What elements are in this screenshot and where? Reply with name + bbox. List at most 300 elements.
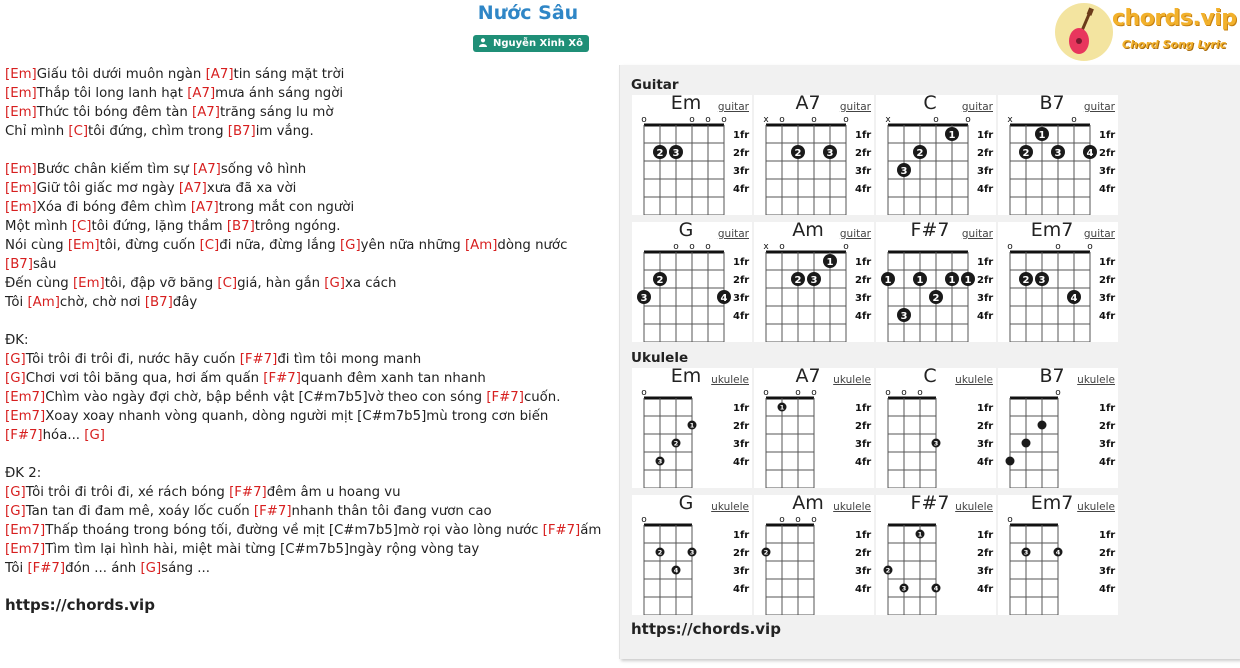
finger-number: 2 (763, 548, 769, 557)
lyric-line (5, 160, 610, 179)
ukulele-chord-card-em[interactable] (632, 365, 752, 488)
chord-name: B7 (1039, 92, 1065, 114)
open-string-mark: o (705, 242, 711, 252)
open-string-mark: o (1071, 115, 1077, 125)
chord-link[interactable]: [F#7] (486, 390, 524, 405)
fret-label: 2fr (1099, 275, 1116, 286)
author-name: Nguyễn Xinh Xô (493, 38, 583, 49)
chord-link[interactable]: [C] (199, 238, 220, 253)
instrument-link[interactable]: guitar (839, 101, 871, 113)
instrument-link[interactable]: guitar (717, 101, 749, 113)
lyric-text: Thấp thoáng trong bóng tối, đường về mịt [C#m7b5]mờ rọi vào lòng nước (45, 523, 543, 538)
fret-label: 4fr (977, 457, 994, 468)
lyric-text: Chìm vào ngày đợi chờ, bập bềnh vật [C#m7b5]vờ theo con sóng (45, 390, 487, 405)
lyric-text: trông ngóng. (254, 219, 341, 234)
open-string-mark: o (811, 115, 817, 125)
chord-name: G (678, 219, 694, 241)
finger-number: 1 (779, 403, 785, 412)
chord-diagram (754, 95, 874, 215)
finger-number: 4 (933, 584, 939, 593)
open-string-mark: o (901, 388, 907, 398)
chord-diagram (632, 495, 752, 615)
instrument-link[interactable]: guitar (1083, 101, 1115, 113)
ukulele-section-title: Ukulele (631, 350, 689, 366)
instrument-link[interactable]: guitar (961, 101, 993, 113)
instrument-link[interactable]: guitar (961, 228, 993, 240)
finger-number: 3 (900, 166, 908, 177)
open-string-mark: o (689, 242, 695, 252)
chord-diagram (754, 368, 874, 488)
chord-name: Am (792, 219, 824, 241)
site-logo[interactable] (1054, 3, 1236, 61)
fret-label: 4fr (977, 584, 994, 595)
chord-link[interactable]: [A7] (205, 67, 234, 82)
fret-label: 4fr (855, 457, 872, 468)
chord-link[interactable]: [Am] (27, 295, 60, 310)
chord-link[interactable]: [A7] (187, 86, 216, 101)
lyric-line (5, 198, 610, 217)
guitar-chord-card-a7[interactable] (754, 92, 874, 215)
open-string-mark: o (721, 115, 727, 125)
chord-link[interactable]: [B7] (227, 124, 256, 139)
finger-number: 3 (672, 148, 680, 159)
muted-string-mark: x (885, 115, 891, 125)
fret-label: 1fr (1099, 130, 1116, 141)
chord-link[interactable]: [Em7] (5, 409, 46, 424)
chord-link[interactable]: [A7] (190, 200, 219, 215)
chord-name: Am (792, 492, 824, 514)
fret-label: 3fr (977, 293, 994, 304)
lyric-text: tôi đứng, lặng thầm (91, 219, 227, 234)
chord-link[interactable]: [A7] (192, 105, 220, 120)
lyric-text: tôi, đập vỡ băng (104, 276, 218, 291)
open-string-mark: o (843, 115, 849, 125)
fret-label: 2fr (733, 275, 750, 286)
finger-dot (1022, 439, 1031, 448)
lyric-text: giá, hàn gắn (237, 276, 325, 291)
chord-name: G (678, 492, 694, 514)
ukulele-chord-card-c[interactable] (876, 365, 996, 488)
lyric-line (5, 521, 610, 540)
guitar-chord-card-g[interactable] (632, 219, 752, 342)
finger-number: 2 (673, 439, 679, 448)
finger-number: 3 (1023, 548, 1029, 557)
finger-number: 1 (948, 275, 956, 286)
fret-label: 4fr (977, 184, 994, 195)
lyric-line (5, 331, 610, 350)
chord-link[interactable]: [G] (5, 352, 26, 367)
fret-label: 1fr (977, 403, 994, 414)
chord-link[interactable]: [B7] (144, 295, 173, 310)
fret-label: 1fr (733, 257, 750, 268)
lyric-text: tôi, đừng cuốn (99, 238, 200, 253)
chord-link[interactable]: [B7] (226, 219, 255, 234)
fret-label: 1fr (977, 530, 994, 541)
lyric-line (5, 426, 610, 445)
chord-link[interactable]: [Em7] (5, 390, 46, 405)
finger-number: 3 (900, 311, 908, 322)
lyric-text: đón ... ánh (65, 561, 141, 576)
finger-number: 2 (656, 275, 664, 286)
lyric-text: đi nữa, đừng lắng (219, 238, 340, 253)
fret-label: 2fr (977, 421, 994, 432)
fret-label: 4fr (733, 184, 750, 195)
finger-number: 3 (657, 457, 663, 466)
finger-number: 1 (948, 130, 956, 141)
open-string-mark: o (779, 242, 785, 252)
muted-string-mark: x (763, 115, 769, 125)
footer-link[interactable]: https://chords.vip (5, 596, 155, 614)
fret-label: 2fr (733, 548, 750, 559)
lyric-text: trong mắt con người (218, 200, 355, 215)
fret-label: 2fr (855, 275, 872, 286)
song-title: Nước Sâu (477, 2, 579, 24)
finger-dot (1038, 421, 1047, 430)
fret-label: 2fr (855, 548, 872, 559)
guitar-chord-card-b7[interactable] (998, 92, 1118, 215)
fret-label: 4fr (1099, 457, 1116, 468)
fret-label: 1fr (977, 257, 994, 268)
guitar-chord-card-am[interactable] (754, 219, 874, 342)
chord-link[interactable]: [G] (5, 504, 26, 519)
lyric-text: sáng ... (161, 561, 210, 576)
instrument-link[interactable]: guitar (1083, 228, 1115, 240)
instrument-link[interactable]: ukulele (1077, 501, 1115, 513)
chord-link[interactable]: [F#7] (229, 485, 267, 500)
lyric-text: nhanh thân tôi đang vươn cao (291, 504, 492, 519)
fret-label: 4fr (855, 311, 872, 322)
chord-name: Em7 (1030, 492, 1074, 514)
fret-label: 3fr (855, 166, 872, 177)
chord-diagram (876, 495, 996, 615)
fret-label: 4fr (1099, 584, 1116, 595)
chord-link[interactable]: [F#7] (239, 352, 278, 367)
fret-label: 4fr (733, 584, 750, 595)
lyric-line (5, 312, 610, 331)
open-string-mark: o (811, 515, 817, 525)
fret-label: 2fr (1099, 148, 1116, 159)
chord-link[interactable]: [Em7] (5, 523, 46, 538)
chord-link[interactable]: [G] (5, 485, 26, 500)
lyric-line (5, 103, 610, 122)
chord-diagram (632, 368, 752, 488)
fret-label: 1fr (855, 403, 872, 414)
lyric-text: mưa ánh sáng ngời (215, 86, 344, 101)
finger-number: 2 (656, 148, 664, 159)
fret-label: 2fr (855, 148, 872, 159)
chord-link[interactable]: [Em] (5, 67, 37, 82)
chord-link[interactable]: [A7] (178, 181, 207, 196)
chord-diagram (998, 222, 1118, 342)
open-string-mark: o (1007, 515, 1013, 525)
fret-label: 2fr (977, 148, 994, 159)
chord-link[interactable]: [C] (68, 124, 89, 139)
finger-number: 1 (917, 530, 923, 539)
fret-label: 3fr (733, 566, 750, 577)
panel-link[interactable]: https://chords.vip (631, 620, 781, 638)
lyric-text: im vắng. (255, 124, 314, 139)
lyric-text: quanh đêm xanh tan nhanh (300, 371, 486, 386)
fret-label: 4fr (1099, 311, 1116, 322)
open-string-mark: o (779, 515, 785, 525)
open-string-mark: o (673, 242, 679, 252)
lyric-line (5, 255, 610, 274)
lyric-line (5, 445, 610, 464)
fret-label: 3fr (1099, 439, 1116, 450)
fret-label: 3fr (1099, 166, 1116, 177)
chord-link[interactable]: [G] (324, 276, 345, 291)
fret-label: 2fr (977, 548, 994, 559)
fret-label: 1fr (855, 530, 872, 541)
open-string-mark: o (933, 115, 939, 125)
open-string-mark: o (965, 115, 971, 125)
lyric-text: Giấu tôi dưới muôn ngàn (36, 67, 206, 82)
finger-number: 1 (916, 275, 924, 286)
lyric-line (5, 540, 610, 559)
chord-link[interactable]: [Em] (72, 276, 105, 291)
lyric-line (5, 483, 610, 502)
ukulele-chord-card-em7[interactable] (998, 492, 1118, 615)
fret-label: 1fr (1099, 257, 1116, 268)
lyric-text: cuốn. (523, 390, 561, 405)
ukulele-chord-card-am[interactable] (754, 492, 874, 615)
fret-label: 2fr (855, 421, 872, 432)
chord-name: B7 (1039, 365, 1065, 387)
lyric-text: Tôi (5, 295, 28, 310)
chord-link[interactable]: [C] (217, 276, 238, 291)
lyric-text: Tôi trôi đi trôi đi, nước hãy cuốn (25, 352, 240, 367)
chord-name: A7 (795, 92, 821, 114)
ukulele-chord-card-g[interactable] (632, 492, 752, 615)
finger-number: 3 (1054, 148, 1062, 159)
fret-label: 1fr (733, 403, 750, 414)
open-string-mark: o (763, 388, 769, 398)
fret-label: 1fr (855, 130, 872, 141)
fret-label: 3fr (977, 439, 994, 450)
lyric-text: chờ, chờ nơi (59, 295, 145, 310)
chord-name: Em7 (1030, 219, 1074, 241)
chord-link[interactable]: [Em] (67, 238, 100, 253)
chord-link[interactable]: [Em7] (5, 542, 46, 557)
instrument-link[interactable]: ukulele (1077, 374, 1115, 386)
chord-diagram (632, 222, 752, 342)
lyric-text: Tan tan đi đam mê, xoáy lốc cuốn (25, 504, 254, 519)
chord-link[interactable]: [Em] (5, 200, 37, 215)
fret-label: 3fr (733, 293, 750, 304)
lyric-text: Tôi (5, 561, 28, 576)
chord-link[interactable]: [F#7] (5, 428, 43, 443)
lyric-line (5, 350, 610, 369)
open-string-mark: o (811, 388, 817, 398)
lyric-text: đi tìm tôi mong manh (277, 352, 422, 367)
fret-label: 3fr (977, 166, 994, 177)
chord-diagram (998, 495, 1118, 615)
lyric-text: Xóa đi bóng đêm chìm (36, 200, 191, 215)
finger-number: 2 (885, 566, 891, 575)
instrument-link[interactable]: ukulele (955, 374, 993, 386)
finger-number: 1 (826, 257, 834, 268)
finger-number: 3 (901, 584, 907, 593)
lyric-line (5, 464, 610, 483)
lyric-line (5, 388, 610, 407)
chord-name: F#7 (910, 219, 950, 241)
lyric-text: hóa... (42, 428, 85, 443)
lyric-text: Bước chân kiếm tìm sự (36, 162, 193, 177)
logo-text: chords.vip (1112, 6, 1237, 31)
lyric-line (5, 179, 610, 198)
fret-label: 3fr (855, 439, 872, 450)
instrument-link[interactable]: guitar (717, 228, 749, 240)
open-string-mark: o (795, 388, 801, 398)
fret-label: 3fr (733, 166, 750, 177)
lyric-line (5, 502, 610, 521)
open-string-mark: o (917, 388, 923, 398)
muted-string-mark: x (1007, 115, 1013, 125)
instrument-link[interactable]: guitar (839, 228, 871, 240)
chord-link[interactable]: [F#7] (27, 561, 66, 576)
lyric-text: Nói cùng (5, 238, 68, 253)
chord-link[interactable]: [Em] (5, 181, 37, 196)
fret-label: 4fr (733, 457, 750, 468)
lyric-text: yên nữa những (360, 238, 465, 253)
open-string-mark: o (641, 115, 647, 125)
fret-label: 4fr (855, 184, 872, 195)
lyric-line (5, 236, 610, 255)
lyric-line (5, 407, 610, 426)
lyric-text: sống vô hình (220, 162, 307, 177)
chord-diagram (998, 95, 1118, 215)
chord-link[interactable]: [B7] (5, 257, 33, 272)
finger-number: 4 (720, 293, 728, 304)
lyric-text: Thức tôi bóng đêm tàn (36, 105, 193, 120)
lyric-line (5, 141, 610, 160)
chord-link[interactable]: [F#7] (253, 504, 292, 519)
chord-link[interactable]: [G] (339, 238, 361, 253)
fret-label: 4fr (855, 584, 872, 595)
lyrics-block (5, 65, 610, 578)
guitar-chord-card-em[interactable] (632, 92, 752, 215)
guitar-chord-card-fsharp7[interactable] (876, 219, 996, 342)
lyric-text: Tôi trôi đi trôi đi, xé rách bóng (25, 485, 230, 500)
instrument-link[interactable]: ukulele (711, 374, 749, 386)
chord-link[interactable]: [F#7] (542, 523, 581, 538)
fret-label: 2fr (733, 148, 750, 159)
chord-diagram (632, 95, 752, 215)
instrument-link[interactable]: ukulele (833, 501, 871, 513)
finger-dot (1006, 457, 1015, 466)
muted-string-mark: x (763, 242, 769, 252)
chord-name: F#7 (910, 492, 950, 514)
lyric-text: đây (172, 295, 198, 310)
open-string-mark: o (843, 242, 849, 252)
guitar-chord-card-em7[interactable] (998, 219, 1118, 342)
instrument-link[interactable]: ukulele (955, 501, 993, 513)
open-string-mark: o (885, 388, 891, 398)
open-string-mark: o (1007, 242, 1013, 252)
chord-link[interactable]: [A7] (192, 162, 221, 177)
fret-label: 1fr (1099, 530, 1116, 541)
lyric-line (5, 84, 610, 103)
finger-number: 4 (673, 566, 679, 575)
finger-number: 2 (916, 148, 924, 159)
lyric-line (5, 274, 610, 293)
lyric-text: xưa đã xa vời (206, 181, 297, 196)
chord-panel (619, 65, 1240, 659)
finger-number: 2 (657, 548, 663, 557)
open-string-mark: o (1055, 242, 1061, 252)
lyric-line (5, 293, 610, 312)
fret-label: 3fr (733, 439, 750, 450)
open-string-mark: o (1087, 242, 1093, 252)
lyric-line (5, 122, 610, 141)
fret-label: 1fr (733, 530, 750, 541)
lyric-text: Tìm tìm lại hình hài, miệt mài từng [C#m7b5]ngày rộng vòng tay (45, 542, 480, 557)
guitar-chord-card-c[interactable] (876, 92, 996, 215)
user-icon (479, 38, 487, 47)
fret-label: 4fr (733, 311, 750, 322)
open-string-mark: o (641, 515, 647, 525)
lyric-text: đêm âm u hoang vu (266, 485, 401, 500)
fret-label: 1fr (977, 130, 994, 141)
author-badge[interactable] (473, 35, 589, 52)
chord-name: Em (670, 92, 702, 114)
finger-number: 1 (689, 421, 695, 430)
lyric-text: dòng nước (497, 238, 568, 253)
finger-number: 2 (794, 275, 802, 286)
chord-link[interactable]: [Em] (5, 86, 37, 101)
finger-number: 1 (964, 275, 972, 286)
chord-link[interactable]: [G] (5, 371, 26, 386)
finger-number: 4 (1070, 293, 1078, 304)
chord-diagram (754, 222, 874, 342)
fret-label: 3fr (977, 566, 994, 577)
lyric-text: sâu (32, 257, 57, 272)
fret-label: 1fr (733, 130, 750, 141)
finger-number: 3 (640, 293, 648, 304)
lyric-text: tin sáng mặt trời (233, 67, 345, 82)
fret-label: 1fr (855, 257, 872, 268)
chord-name: C (923, 365, 937, 387)
chord-link[interactable]: [F#7] (263, 371, 301, 386)
chord-link[interactable]: [G] (140, 561, 162, 576)
chord-link[interactable]: [Em] (5, 162, 37, 177)
fret-label: 2fr (1099, 421, 1116, 432)
ukulele-chord-card-a7[interactable] (754, 365, 874, 488)
finger-number: 1 (884, 275, 892, 286)
finger-number: 2 (794, 148, 802, 159)
chord-diagram (876, 95, 996, 215)
ukulele-chord-card-fsharp7[interactable] (876, 492, 996, 615)
fret-label: 3fr (855, 293, 872, 304)
chord-link[interactable]: [G] (84, 428, 105, 443)
instrument-link[interactable]: ukulele (833, 374, 871, 386)
fret-label: 2fr (733, 421, 750, 432)
chord-link[interactable]: [Em] (5, 105, 37, 120)
finger-number: 2 (932, 293, 940, 304)
ukulele-chord-card-b7[interactable] (998, 365, 1118, 488)
lyric-text: trăng sáng lu mờ (219, 105, 334, 120)
chord-diagram (998, 368, 1118, 488)
chord-link[interactable]: [C] (71, 219, 92, 234)
chord-name: C (923, 92, 937, 114)
chord-diagram (876, 222, 996, 342)
lyric-text: Chơi vơi tôi băng qua, hơi ấm quấn (25, 371, 264, 386)
lyric-text: Thắp tôi long lanh hạt (36, 86, 188, 101)
chord-link[interactable]: [Am] (464, 238, 498, 253)
instrument-link[interactable]: ukulele (711, 501, 749, 513)
finger-number: 3 (1038, 275, 1046, 286)
finger-number: 4 (1055, 548, 1061, 557)
